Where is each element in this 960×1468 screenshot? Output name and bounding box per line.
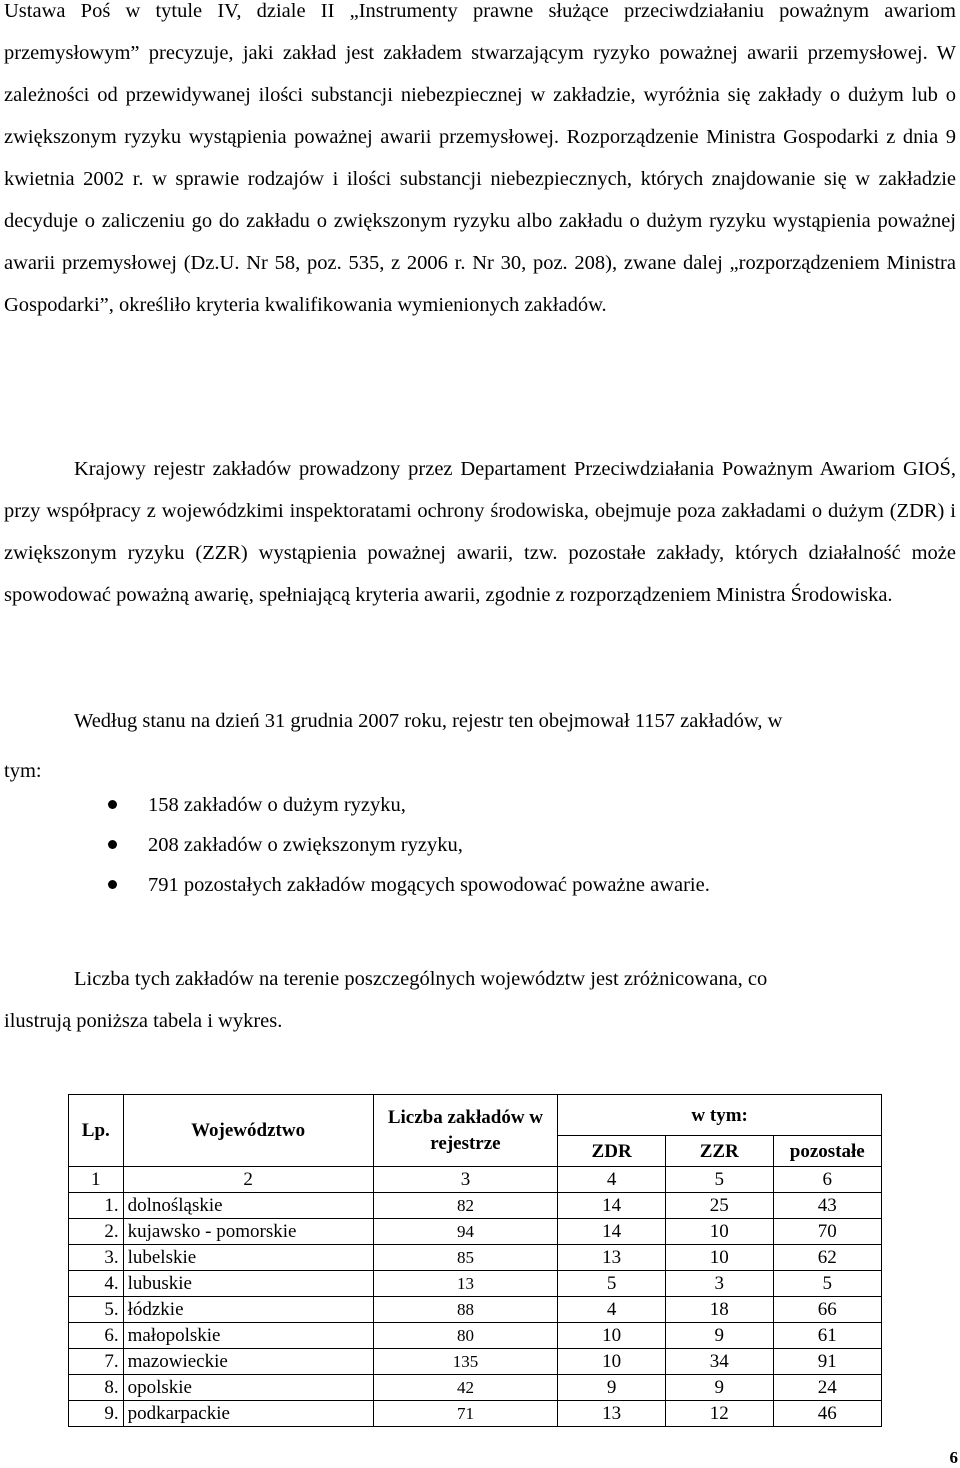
list-item xyxy=(108,824,908,866)
cell-lp: 2. xyxy=(69,1219,124,1245)
list-item-text: 791 pozostałych zakładów mogących spowodować poważne awarie. xyxy=(148,874,710,896)
header-lp: Lp. xyxy=(69,1095,124,1167)
cell-zdr: 10 xyxy=(558,1349,666,1375)
paragraph-legal-basis: Ustawa Poś w tytule IV, dziale II „Instrumenty prawne służące przeciwdziałaniu poważnym awariom przemysłowym” precyzuje, jaki zakład jest zakładem stwarzającym ryzyko poważnej awarii przemysłowej. W zależności od przewidywanej ilości substancji niebezpiecznej w zakładzie, wyróżnia się zakłady o dużym lub o zwiększonym ryzyku wystąpienia poważnej awarii przemysłowej. Rozporządzenie Ministra Gospodarki z dnia 9 kwietnia 2002 r. w sprawie rodzajów i ilości substancji niebezpiecznych, których znajdowanie się w zakładzie decyduje o zaliczeniu go do zakładu o zwiększonym ryzyku albo zakładu o dużym ryzyku wystąpienia poważnej awarii przemysłowej (Dz.U. Nr 58, poz. 535, z 2006 r. Nr 30, poz. 208), zwane dalej „rozporządzeniem Ministra Gospodarki”, określiło kryteria kwalifikowania wymienionych zakładów. xyxy=(4,0,956,316)
cell-wojewodztwo: podkarpackie xyxy=(123,1401,373,1427)
cell-wojewodztwo: lubelskie xyxy=(123,1245,373,1271)
cell-liczba: 135 xyxy=(373,1349,558,1375)
paragraph-register-status xyxy=(4,700,956,792)
cell-wojewodztwo: opolskie xyxy=(123,1375,373,1401)
header-pozostale: pozostałe xyxy=(773,1136,881,1167)
header-w-tym: w tym: xyxy=(558,1095,882,1136)
cell-wojewodztwo: kujawsko - pomorskie xyxy=(123,1219,373,1245)
paragraph-national-register: Krajowy rejestr zakładów prowadzony przez Departament Przeciwdziałania Poważnym Awariom GIOŚ, przy współpracy z wojewódzkimi inspektoratami ochrony środowiska, obejmuje poza zakładami o dużym (ZDR) i zwiększonym ryzyku (ZZR) wystąpienia poważnej awarii, tzw. pozostałe zakłady, których działalność może spowodować poważną awarię, spełniającą kryteria awarii, zgodnie z rozporządzeniem Ministra Środowiska. xyxy=(4,458,956,606)
cell-zdr: 4 xyxy=(558,1297,666,1323)
cell-liczba: 94 xyxy=(373,1219,558,1245)
cell-zdr: 9 xyxy=(558,1375,666,1401)
table-row xyxy=(69,1245,882,1271)
table-body xyxy=(69,1193,882,1427)
cell-lp: 3. xyxy=(69,1245,124,1271)
cell-lp: 5. xyxy=(69,1297,124,1323)
cell-zzr: 34 xyxy=(665,1349,773,1375)
column-number: 4 xyxy=(558,1167,666,1193)
cell-wojewodztwo: dolnośląskie xyxy=(123,1193,373,1219)
column-number: 6 xyxy=(773,1167,881,1193)
cell-pozostale: 24 xyxy=(773,1375,881,1401)
cell-zzr: 9 xyxy=(665,1375,773,1401)
facility-count-list xyxy=(108,784,908,904)
cell-pozostale: 66 xyxy=(773,1297,881,1323)
cell-lp: 9. xyxy=(69,1401,124,1427)
header-liczba: Liczba zakładów w rejestrze xyxy=(373,1095,558,1167)
table-row xyxy=(69,1401,882,1427)
cell-wojewodztwo: małopolskie xyxy=(123,1323,373,1349)
header-wojewodztwo: Województwo xyxy=(123,1095,373,1167)
cell-zdr: 14 xyxy=(558,1193,666,1219)
list-item xyxy=(108,784,908,826)
cell-lp: 7. xyxy=(69,1349,124,1375)
cell-zzr: 3 xyxy=(665,1271,773,1297)
page-number: 6 xyxy=(949,1448,958,1467)
cell-pozostale: 62 xyxy=(773,1245,881,1271)
cell-pozostale: 70 xyxy=(773,1219,881,1245)
bullet-icon xyxy=(108,880,117,889)
list-item xyxy=(108,864,908,906)
cell-zdr: 5 xyxy=(558,1271,666,1297)
cell-wojewodztwo: lubuskie xyxy=(123,1271,373,1297)
table-row xyxy=(69,1349,882,1375)
column-number: 1 xyxy=(69,1167,124,1193)
cell-zzr: 12 xyxy=(665,1401,773,1427)
cell-zdr: 13 xyxy=(558,1245,666,1271)
cell-pozostale: 91 xyxy=(773,1349,881,1375)
table-row xyxy=(69,1297,882,1323)
cell-pozostale: 46 xyxy=(773,1401,881,1427)
cell-lp: 6. xyxy=(69,1323,124,1349)
cell-liczba: 80 xyxy=(373,1323,558,1349)
table-intro-line-1: Liczba tych zakładów na terenie poszczególnych województw jest zróżnicowana, co xyxy=(74,968,768,990)
table-row xyxy=(69,1193,882,1219)
table-row xyxy=(69,1323,882,1349)
register-status-line-2: tym: xyxy=(4,760,42,782)
list-item-text: 158 zakładów o dużym ryzyku, xyxy=(148,794,406,816)
cell-pozostale: 61 xyxy=(773,1323,881,1349)
bullet-icon xyxy=(108,840,117,849)
cell-pozostale: 5 xyxy=(773,1271,881,1297)
table-row xyxy=(69,1375,882,1401)
cell-zdr: 13 xyxy=(558,1401,666,1427)
column-number: 2 xyxy=(123,1167,373,1193)
cell-liczba: 42 xyxy=(373,1375,558,1401)
table-intro-line-2: ilustrują poniższa tabela i wykres. xyxy=(4,1010,283,1032)
cell-wojewodztwo: łódzkie xyxy=(123,1297,373,1323)
cell-zdr: 10 xyxy=(558,1323,666,1349)
cell-zzr: 25 xyxy=(665,1193,773,1219)
cell-zzr: 18 xyxy=(665,1297,773,1323)
column-number: 3 xyxy=(373,1167,558,1193)
cell-zzr: 10 xyxy=(665,1219,773,1245)
cell-pozostale: 43 xyxy=(773,1193,881,1219)
bullet-icon xyxy=(108,800,117,809)
cell-lp: 4. xyxy=(69,1271,124,1297)
paragraph-table-intro xyxy=(4,958,956,1042)
cell-lp: 1. xyxy=(69,1193,124,1219)
header-zzr: ZZR xyxy=(665,1136,773,1167)
cell-zzr: 9 xyxy=(665,1323,773,1349)
header-zdr: ZDR xyxy=(558,1136,666,1167)
cell-lp: 8. xyxy=(69,1375,124,1401)
cell-zzr: 10 xyxy=(665,1245,773,1271)
cell-wojewodztwo: mazowieckie xyxy=(123,1349,373,1375)
cell-zdr: 14 xyxy=(558,1219,666,1245)
cell-liczba: 13 xyxy=(373,1271,558,1297)
facilities-table xyxy=(68,1094,882,1427)
table-row xyxy=(69,1219,882,1245)
table-row xyxy=(69,1271,882,1297)
column-number: 5 xyxy=(665,1167,773,1193)
cell-liczba: 88 xyxy=(373,1297,558,1323)
cell-liczba: 82 xyxy=(373,1193,558,1219)
list-item-text: 208 zakładów o zwiększonym ryzyku, xyxy=(148,834,463,856)
register-status-line-1: Według stanu na dzień 31 grudnia 2007 roku, rejestr ten obejmował 1157 zakładów, w xyxy=(74,710,783,732)
cell-liczba: 85 xyxy=(373,1245,558,1271)
cell-liczba: 71 xyxy=(373,1401,558,1427)
